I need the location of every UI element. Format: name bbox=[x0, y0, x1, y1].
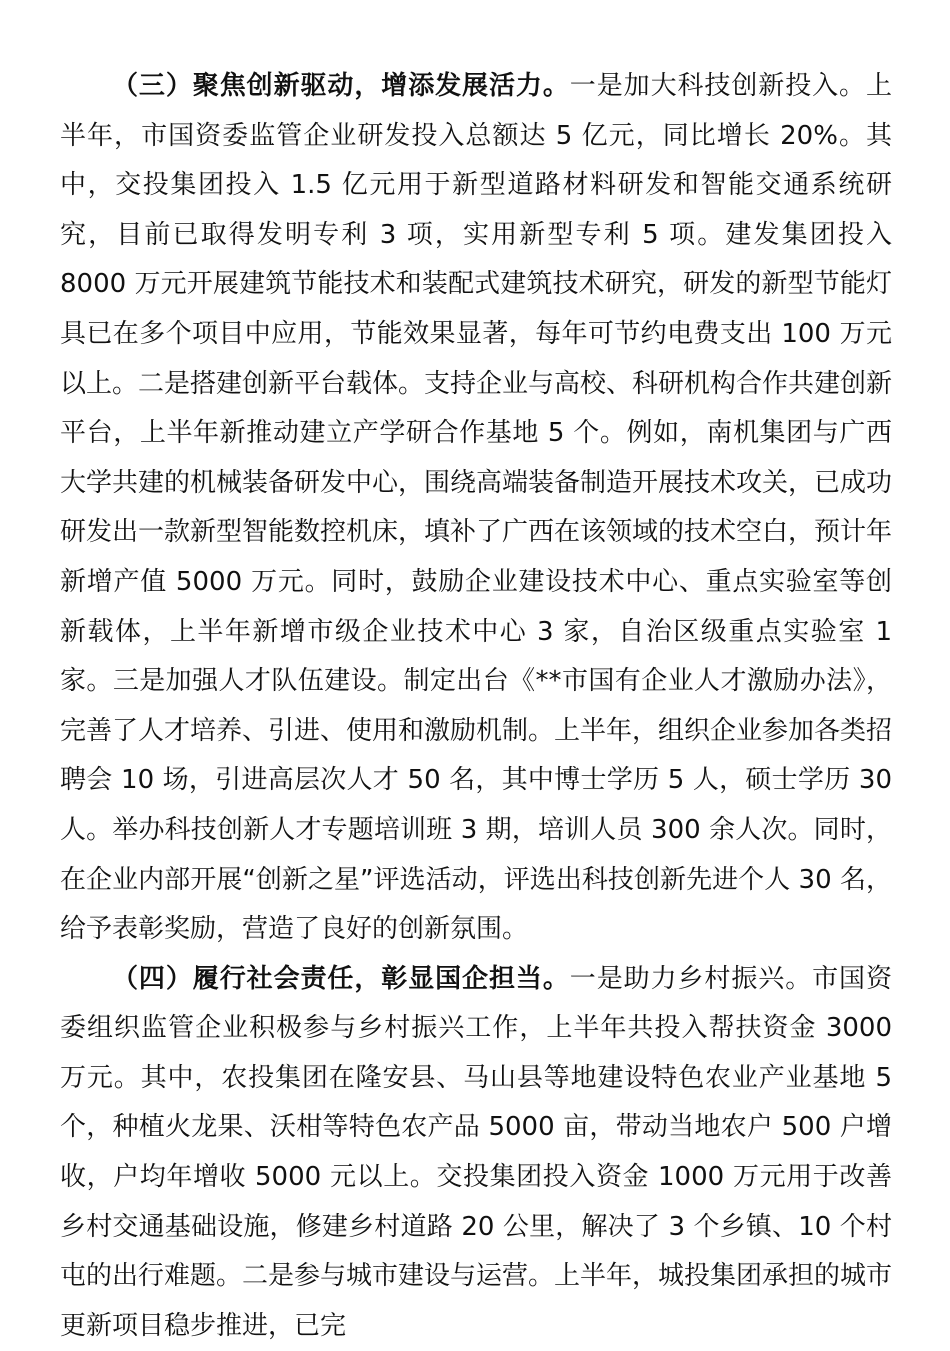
paragraph-body: 一是加大科技创新投入。上半年，市国资委监管企业研发投入总额达 5 亿元，同比增长 20%。其中，交投集团投入 1.5 亿元用于新型道路材料研发和智能交通系统研究，目前已取得发明专利 3 项，实用新型专利 5 项。建发集团投入 8000 万元开展建筑节能技术和装配式建筑技术研究，研发的新型节能灯具已在多个项目中应用，节能效果显著，每年可节约电费支出 100 万元以上。二是搭建创新平台载体。支持企业与高校、科研机构合作共建创新平台，上半年新推动建立产学研合作基地 5 个。例如，南机集团与广西大学共建的机械装备研发中心，围绕高端装备制造开展技术攻关，已成功研发出一款新型智能数控机床，填补了广西在该领域的技术空白，预计年新增产值 5000 万元。同时，鼓励企业建设技术中心、重点实验室等创新载体，上半年新增市级企业技术中心 3 家，自治区级重点实验室 1 家。三是加强人才队伍建设。制定出台《**市国有企业人才激励办法》，完善了人才培养、引进、使用和激励机制。上半年，组织企业参加各类招聘会 10 场，引进高层次人才 50 名，其中博士学历 5 人，硕士学历 30 人。举办科技创新人才专题培训班 3 期，培训人员 300 余人次。同时，在企业内部开展“创新之星”评选活动，评选出科技创新先进个人 30 名，给予表彰奖励，营造了良好的创新氛围。 bbox=[60, 71, 893, 945]
paragraph-innovation bbox=[60, 62, 892, 955]
document-page bbox=[60, 62, 892, 1351]
section-heading: （三）聚焦创新驱动，增添发展活力。 bbox=[112, 71, 570, 101]
paragraph-body: 一是助力乡村振兴。市国资委组织监管企业积极参与乡村振兴工作，上半年共投入帮扶资金 3000 万元。其中，农投集团在隆安县、马山县等地建设特色农业产业基地 5 个，种植火龙果、沃柑等特色农产品 5000 亩，带动当地农户 500 户增收，户均年增收 5000 元以上。交投集团投入资金 1000 万元用于改善乡村交通基础设施，修建乡村道路 20 公里，解决了 3 个乡镇、10 个村屯的出行难题。二是参与城市建设与运营。上半年，城投集团承担的城市更新项目稳步推进，已完 bbox=[60, 963, 893, 1341]
section-heading: （四）履行社会责任，彰显国企担当。 bbox=[112, 963, 570, 994]
paragraph-social-responsibility bbox=[60, 955, 892, 1351]
